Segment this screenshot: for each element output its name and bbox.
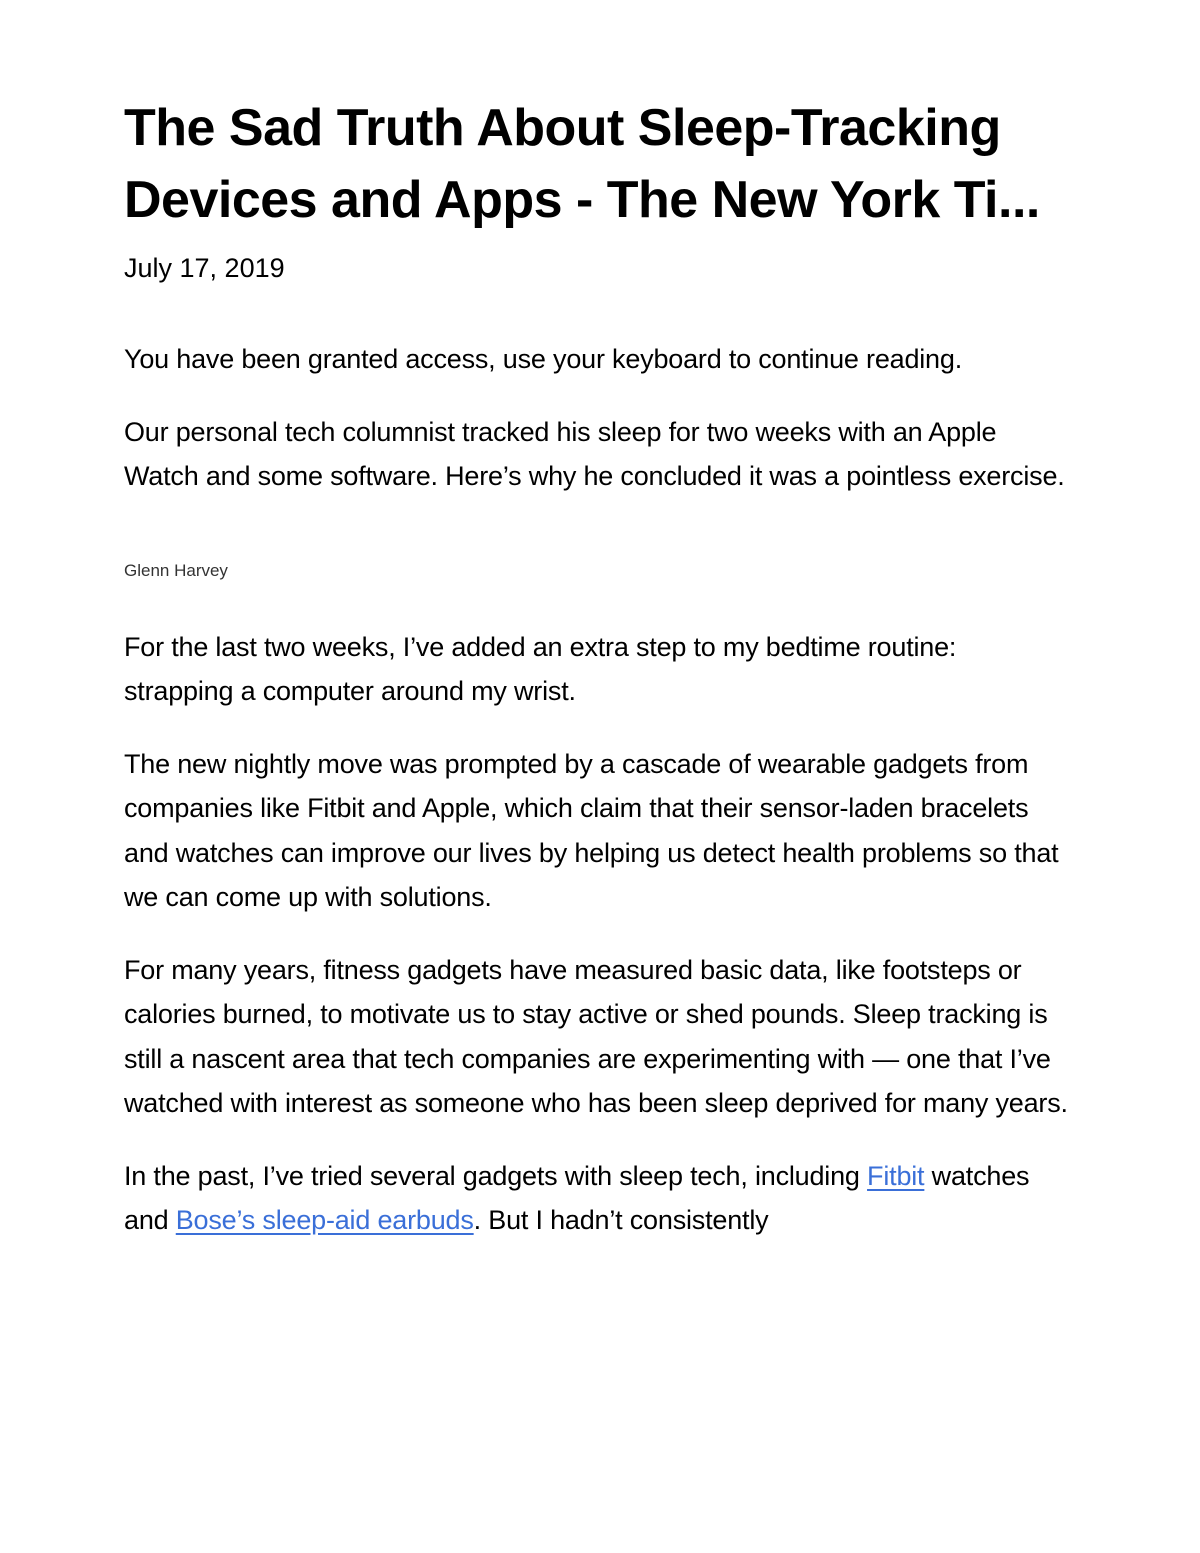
body-paragraph-1: For the last two weeks, I’ve added an extra step to my bedtime routine: strapping a computer around my wrist.: [124, 631, 957, 706]
image-credit: Glenn Harvey: [124, 560, 228, 580]
access-notice: You have been granted access, use your keyboard to continue reading.: [124, 344, 962, 374]
bose-earbuds-link[interactable]: Bose’s sleep-aid earbuds: [175, 1205, 474, 1235]
article-summary: Our personal tech columnist tracked his sleep for two weeks with an Apple Watch and some software. Here’s why he concluded it was a pointless exercise.: [124, 416, 1065, 491]
body-paragraph-4: [124, 1154, 1069, 1243]
paragraph-text: watches and: [124, 1160, 1030, 1235]
paragraph-text: . But I hadn’t consistently: [473, 1205, 769, 1235]
body-paragraph-3: For many years, fitness gadgets have measured basic data, like footsteps or calories burned, to motivate us to stay active or shed pounds. Sleep tracking is still a nascent area that tech companies are experimenting with — one that I’ve watched with interest as someone who has been sleep deprived for many years.: [124, 954, 1068, 1118]
fitbit-link[interactable]: Fitbit: [867, 1160, 925, 1191]
body-paragraph-2: The new nightly move was prompted by a cascade of wearable gadgets from companies like Fitbit and Apple, which claim that their sensor-laden bracelets and watches can improve our lives by helping us detect health problems so that we can come up with solutions.: [124, 748, 1059, 912]
article: [124, 92, 1069, 1243]
article-title: The Sad Truth About Sleep-Tracking Devices and Apps - The New York Ti...: [124, 99, 1040, 229]
paragraph-text: In the past, I’ve tried several gadgets with sleep tech, including: [124, 1160, 868, 1191]
article-date: July 17, 2019: [124, 253, 285, 283]
